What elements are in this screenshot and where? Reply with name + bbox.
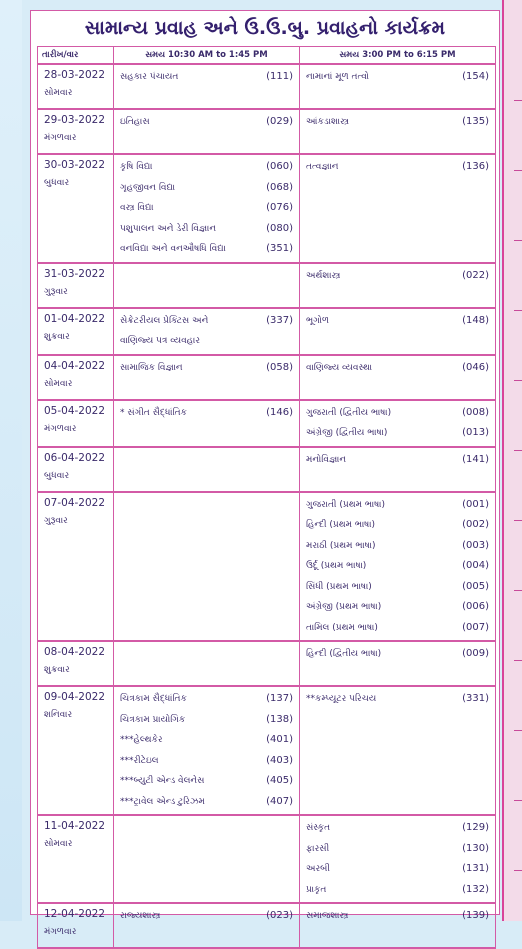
evening-session-cell <box>300 641 496 686</box>
page-margin-left <box>0 0 22 921</box>
exam-weekday: સોમવાર <box>44 378 73 389</box>
table-row <box>38 355 496 400</box>
subject-entry <box>306 820 489 841</box>
table-row <box>38 492 496 642</box>
subject-name: પશુપાલન અને ડેરી વિજ્ઞાન <box>120 223 217 234</box>
subject-entry <box>120 180 293 201</box>
subject-code: (130) <box>462 842 489 854</box>
subject-code: (013) <box>462 427 489 438</box>
subject-entry <box>306 268 489 289</box>
subject-name: * સંગીત સૈદ્ધાંતિક <box>120 407 187 418</box>
date-cell <box>38 64 114 109</box>
subject-entry <box>306 599 489 620</box>
subject-code: (007) <box>462 621 489 633</box>
subject-code: (403) <box>266 754 293 766</box>
margin-tick <box>514 240 522 241</box>
exam-date: 06-04-2022 <box>44 451 106 464</box>
margin-tick <box>514 380 522 381</box>
subject-code: (008) <box>462 406 489 418</box>
subject-entry <box>306 497 489 518</box>
subject-code: (060) <box>266 161 293 172</box>
table-row <box>38 154 496 263</box>
subject-code: (135) <box>462 116 489 127</box>
morning-session-cell <box>114 109 300 154</box>
subject-name: ભૂગોળ <box>306 315 330 326</box>
subject-entry <box>120 114 293 135</box>
subject-code: (005) <box>462 580 489 592</box>
subject-code: (351) <box>266 243 293 254</box>
exam-timetable-sheet <box>30 10 500 937</box>
subject-entry <box>306 517 489 538</box>
subject-name: સિંધી (પ્રથમ ભાષા) <box>306 581 372 592</box>
subject-entry <box>306 538 489 559</box>
subject-entry <box>120 69 293 90</box>
table-row <box>38 815 496 903</box>
subject-name: ***રીટેઇલ <box>120 755 159 766</box>
subject-code: (131) <box>462 863 489 874</box>
subject-name: અરબી <box>306 864 330 874</box>
subject-name: સેક્રેટરીયલ પ્રેક્ટિસ અને <box>120 315 209 326</box>
margin-tick <box>514 730 522 731</box>
subject-entry <box>306 405 489 426</box>
subject-name: મરાઠી (પ્રથમ ભાષા) <box>306 540 376 551</box>
subject-entry <box>120 712 293 733</box>
table-row <box>38 641 496 686</box>
exam-weekday: મંગળવાર <box>44 927 77 937</box>
subject-name: વનવિદ્યા અને વનઔષધિ વિદ્યા <box>120 244 226 254</box>
subject-code: (076) <box>266 202 293 213</box>
subject-entry <box>120 732 293 753</box>
exam-weekday: મંગળવાર <box>44 423 77 434</box>
subject-name: ઇતિહાસ <box>120 117 150 127</box>
subject-name: ગુજરાતી (પ્રથમ ભાષા) <box>306 499 385 510</box>
table-row <box>38 109 496 154</box>
morning-session-cell <box>114 903 300 948</box>
exam-date: 31-03-2022 <box>44 267 106 280</box>
margin-tick <box>514 450 522 451</box>
table-row <box>38 686 496 815</box>
subject-entry <box>120 221 293 242</box>
subject-code: (405) <box>266 775 293 786</box>
subject-code: (132) <box>462 883 489 895</box>
exam-date: 12-04-2022 <box>44 908 106 920</box>
subject-entry <box>306 114 489 135</box>
morning-session-cell <box>114 64 300 109</box>
subject-entry <box>306 69 489 90</box>
margin-tick <box>514 660 522 661</box>
subject-name: ફારસી <box>306 843 330 854</box>
exam-date: 09-04-2022 <box>44 691 106 703</box>
subject-name: પ્રાકૃત <box>306 884 327 895</box>
exam-weekday: સોમવાર <box>44 88 73 98</box>
subject-code: (146) <box>266 406 293 418</box>
subject-name: વાણિજ્ય પત્ર વ્યવહાર <box>120 336 200 346</box>
subject-entry <box>306 691 489 712</box>
table-row <box>38 64 496 109</box>
subject-entry <box>306 313 489 334</box>
subject-entry <box>120 159 293 180</box>
margin-tick <box>514 100 522 101</box>
exam-date: 01-04-2022 <box>44 312 106 325</box>
subject-name: આંકડાશાસ્ત્ર <box>306 117 349 127</box>
subject-name: સામાજિક વિજ્ઞાન <box>120 362 183 373</box>
subject-entry <box>306 579 489 600</box>
subject-code: (022) <box>462 269 489 281</box>
subject-name: વસ્ત્ર વિદ્યા <box>120 203 154 213</box>
evening-session-cell <box>300 447 496 492</box>
subject-name: ***હેલ્થકેર <box>120 735 163 745</box>
morning-session-cell <box>114 815 300 903</box>
subject-name: ઉર્દૂ (પ્રથમ ભાષા) <box>306 561 367 571</box>
exam-weekday: ગુરૂવાર <box>44 515 68 526</box>
table-row <box>38 263 496 308</box>
subject-entry <box>306 841 489 862</box>
subject-entry <box>120 313 293 334</box>
subject-entry <box>306 908 489 929</box>
timetable <box>37 46 496 949</box>
exam-date: 05-04-2022 <box>44 404 106 417</box>
date-cell <box>38 686 114 815</box>
subject-name: વાણિજ્ય વ્યવસ્થા <box>306 362 373 373</box>
date-cell <box>38 355 114 400</box>
subject-code: (046) <box>462 361 489 373</box>
exam-date: 30-03-2022 <box>44 159 106 171</box>
subject-name: હિન્દી (પ્રથમ ભાષા) <box>306 520 376 530</box>
subject-entry <box>120 241 293 262</box>
page-margin-right <box>502 0 522 921</box>
evening-session-cell <box>300 492 496 642</box>
subject-name: ચિત્રકામ સૈદ્ધાંતિક <box>120 694 187 704</box>
date-cell <box>38 263 114 308</box>
morning-column-header: સમય 10:30 AM to 1:45 PM <box>114 47 300 65</box>
morning-session-cell <box>114 400 300 447</box>
subject-entry <box>306 360 489 381</box>
subject-name: તામિલ (પ્રથમ ભાષા) <box>306 622 378 633</box>
subject-entry <box>120 200 293 221</box>
subject-entry <box>306 646 489 667</box>
subject-code: (401) <box>266 734 293 745</box>
date-column-header: તારીખ/વાર <box>38 47 114 65</box>
subject-code: (148) <box>462 314 489 326</box>
subject-code: (003) <box>462 539 489 551</box>
subject-code: (068) <box>266 181 293 193</box>
subject-entry <box>306 861 489 882</box>
page-title: સામાન્ય પ્રવાહ અને ઉ.ઉ.બુ. પ્રવાહનો કાર્યક્રમ <box>84 17 446 39</box>
morning-session-cell <box>114 492 300 642</box>
evening-session-cell <box>300 815 496 903</box>
date-cell <box>38 154 114 263</box>
subject-name: હિન્દી (દ્વિતીય ભાષા) <box>306 649 382 659</box>
subject-name: અંગ્રેજી (પ્રથમ ભાષા) <box>306 602 382 612</box>
subject-entry <box>306 452 489 473</box>
subject-code: (337) <box>266 314 293 326</box>
date-cell <box>38 109 114 154</box>
morning-session-cell <box>114 641 300 686</box>
subject-code: (002) <box>462 519 489 530</box>
subject-entry <box>120 753 293 774</box>
date-cell <box>38 447 114 492</box>
margin-tick <box>514 520 522 521</box>
subject-code: (001) <box>462 498 489 510</box>
subject-name: સમાજશાસ્ત્ર <box>306 911 349 921</box>
table-row <box>38 447 496 492</box>
exam-date: 28-03-2022 <box>44 69 106 81</box>
subject-entry <box>306 425 489 446</box>
subject-name: મનોવિજ્ઞાન <box>306 454 347 465</box>
subject-name: અર્થશાસ્ત્ર <box>306 270 341 281</box>
subject-name: ચિત્રકામ પ્રાયોગિક <box>120 714 186 725</box>
morning-session-cell <box>114 308 300 355</box>
table-row <box>38 903 496 948</box>
header-row <box>38 47 496 65</box>
subject-code: (080) <box>266 222 293 234</box>
date-cell <box>38 815 114 903</box>
evening-column-header: સમય 3:00 PM to 6:15 PM <box>300 47 496 65</box>
subject-code: (004) <box>462 560 489 571</box>
exam-weekday: શનિવાર <box>44 710 73 720</box>
evening-session-cell <box>300 109 496 154</box>
subject-entry <box>120 773 293 794</box>
exam-date: 08-04-2022 <box>44 646 106 658</box>
subject-code: (129) <box>462 822 489 833</box>
subject-name: ***ટ્રાવેલ એન્ડ ટુરિઝમ <box>120 796 205 807</box>
subject-code: (331) <box>462 693 489 704</box>
subject-name: ***બ્યુટી એન્ડ વેલનેસ <box>120 776 205 786</box>
exam-date: 11-04-2022 <box>44 820 106 832</box>
date-cell <box>38 492 114 642</box>
evening-session-cell <box>300 400 496 447</box>
evening-session-cell <box>300 686 496 815</box>
subject-entry <box>306 558 489 579</box>
morning-session-cell <box>114 355 300 400</box>
date-cell <box>38 308 114 355</box>
subject-code: (138) <box>266 713 293 725</box>
subject-entry <box>120 794 293 815</box>
subject-code: (136) <box>462 161 489 172</box>
margin-tick <box>514 310 522 311</box>
margin-tick <box>514 870 522 871</box>
margin-tick <box>514 590 522 591</box>
subject-name: સહકાર પંચાયત <box>120 72 179 82</box>
subject-name: ગુજરાતી (દ્વિતીય ભાષા) <box>306 407 392 418</box>
table-row <box>38 400 496 447</box>
exam-weekday: શુક્રવાર <box>44 331 70 342</box>
subject-code: (137) <box>266 693 293 704</box>
subject-code: (009) <box>462 648 489 659</box>
date-cell <box>38 400 114 447</box>
morning-session-cell <box>114 263 300 308</box>
subject-code: (006) <box>462 601 489 612</box>
timetable-body <box>38 64 496 948</box>
subject-code: (407) <box>266 795 293 807</box>
subject-entry <box>120 908 293 929</box>
subject-entry <box>306 620 489 641</box>
subject-code: (154) <box>462 71 489 82</box>
evening-session-cell <box>300 903 496 948</box>
exam-weekday: સોમવાર <box>44 839 73 849</box>
subject-name: અંગ્રેજી (દ્વિતીય ભાષા) <box>306 428 388 438</box>
subject-code: (029) <box>266 116 293 127</box>
subject-name: સંસ્કૃત <box>306 823 331 833</box>
subject-entry <box>120 333 293 354</box>
subject-code: (139) <box>462 910 489 921</box>
subject-code: (111) <box>266 71 293 82</box>
subject-entry <box>306 159 489 180</box>
morning-session-cell <box>114 154 300 263</box>
margin-tick <box>514 170 522 171</box>
subject-code: (141) <box>462 453 489 465</box>
subject-name: કૃષિ વિદ્યા <box>120 162 153 172</box>
exam-date: 04-04-2022 <box>44 359 106 372</box>
subject-entry <box>120 405 293 426</box>
date-cell <box>38 903 114 948</box>
exam-weekday: ગુરૂવાર <box>44 286 68 297</box>
exam-weekday: બુધવાર <box>44 178 70 188</box>
evening-session-cell <box>300 64 496 109</box>
subject-name: તત્વજ્ઞાન <box>306 162 339 172</box>
exam-date: 07-04-2022 <box>44 496 106 509</box>
subject-name: નામાનાં મૂળ તત્વો <box>306 72 370 82</box>
evening-session-cell <box>300 154 496 263</box>
subject-code: (058) <box>266 361 293 373</box>
date-cell <box>38 641 114 686</box>
evening-session-cell <box>300 355 496 400</box>
subject-name: રાજ્યશાસ્ત્ર <box>120 911 161 921</box>
exam-date: 29-03-2022 <box>44 114 106 126</box>
subject-name: **કમ્પ્યૂટર પરિચય <box>306 694 377 704</box>
exam-weekday: મંગળવાર <box>44 133 77 143</box>
evening-session-cell <box>300 308 496 355</box>
subject-name: ગૃહજીવન વિદ્યા <box>120 182 176 193</box>
evening-session-cell <box>300 263 496 308</box>
subject-entry <box>120 360 293 381</box>
subject-entry <box>306 882 489 903</box>
exam-weekday: શુક્રવાર <box>44 665 70 675</box>
subject-code: (023) <box>266 910 293 921</box>
morning-session-cell <box>114 686 300 815</box>
margin-tick <box>514 800 522 801</box>
exam-weekday: બુધવાર <box>44 470 70 481</box>
morning-session-cell <box>114 447 300 492</box>
subject-entry <box>120 691 293 712</box>
table-row <box>38 308 496 355</box>
